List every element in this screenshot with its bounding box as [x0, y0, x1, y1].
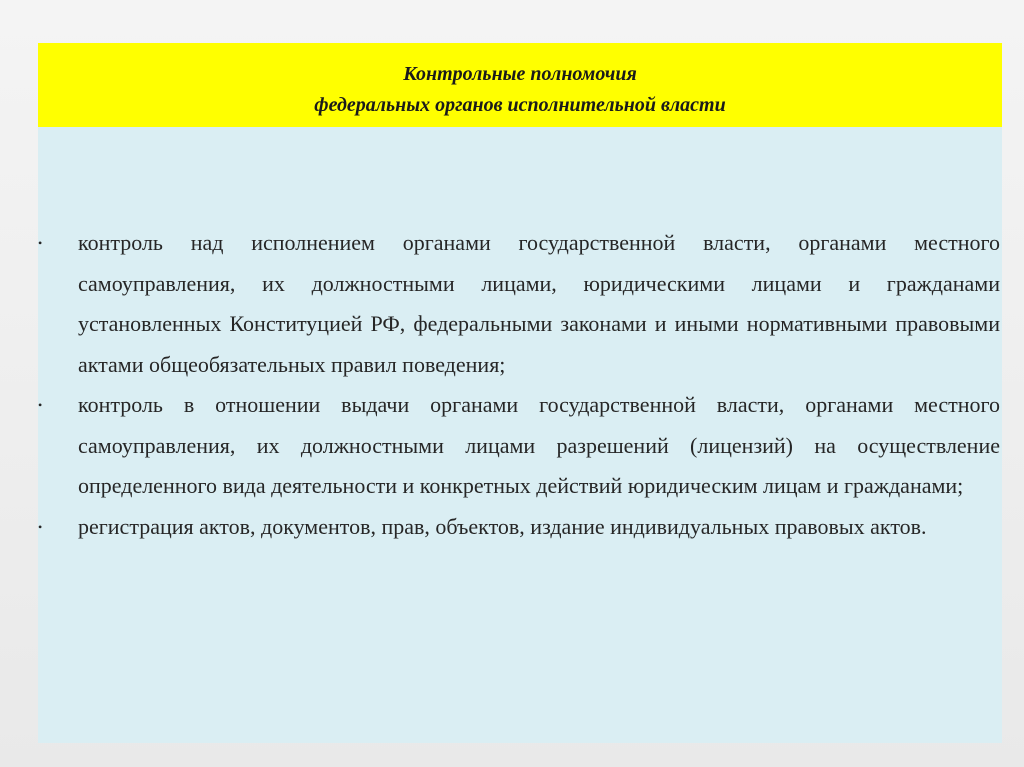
- bullet-icon: •: [38, 519, 43, 534]
- bullet-list: [38, 223, 1002, 547]
- list-item-text: контроль в отношении выдачи органами государственной власти, органами местного самоуправления, их должностными лицами разрешений (лицензий) на осуществление определенного вида деятельности и конкретных действий юридическим лицам и гражданами;: [78, 392, 1000, 498]
- list-item: [38, 385, 1002, 507]
- content-panel: [38, 127, 1002, 743]
- list-item-text: контроль над исполнением органами государственной власти, органами местного самоуправления, их должностными лицами, юридическими лицами и гражданами установленных Конституцией РФ, федеральными законами и иными нормативными правовыми актами общеобязательных правил поведения;: [78, 230, 1000, 377]
- list-item-text: регистрация актов, документов, прав, объектов, издание индивидуальных правовых актов.: [78, 513, 927, 539]
- list-item: [38, 507, 1002, 548]
- title-line-1: Контрольные полномочия: [403, 63, 637, 85]
- bullet-icon: •: [38, 236, 43, 250]
- list-item: [38, 223, 1002, 385]
- title-banner: [38, 43, 1002, 127]
- bullet-icon: •: [38, 398, 43, 412]
- title-line-2: федеральных органов исполнительной власти: [314, 94, 726, 116]
